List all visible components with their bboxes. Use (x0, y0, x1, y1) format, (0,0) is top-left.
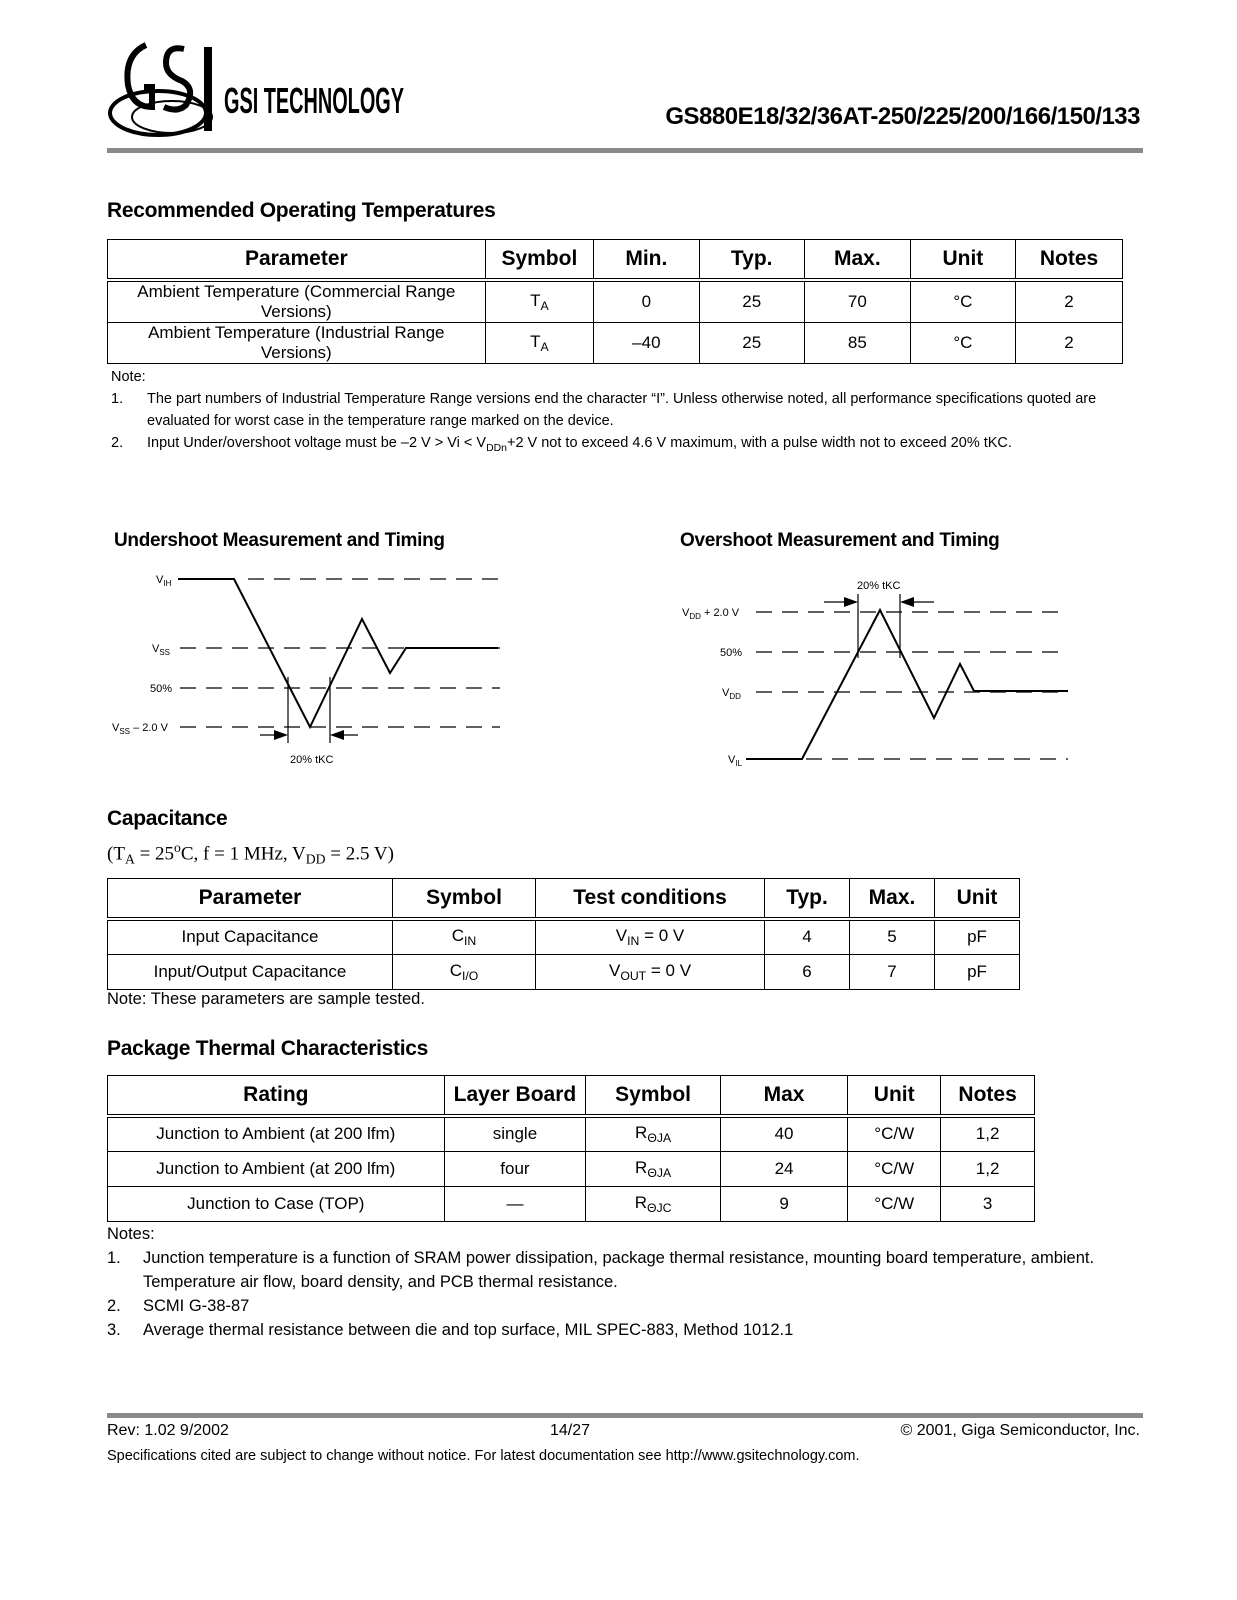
label-vss-minus-2v: $V_{SS} - 2.0$ V (112, 722, 168, 736)
temps-notes (111, 366, 1131, 460)
cell-unit: °C (910, 280, 1015, 323)
table-row (108, 280, 1123, 323)
cell-max: 85 (804, 323, 910, 364)
operating-temperatures-table (107, 239, 1123, 364)
cell-typ: 4 (765, 919, 850, 954)
table-header-row (108, 240, 1123, 281)
table-row (108, 323, 1123, 364)
cell-rating: Junction to Ambient (at 200 lfm) (108, 1151, 445, 1186)
cell-layer-board: — (444, 1186, 586, 1221)
label-fifty: 50% (150, 683, 173, 695)
cell-symbol: $C_{I/O}$ (393, 954, 536, 989)
thermal-table (107, 1075, 1035, 1222)
logo-text: GSI TECHNOLOGY (224, 80, 404, 121)
table-row (108, 954, 1020, 989)
col-header: Max. (850, 879, 935, 920)
cell-typ: 6 (765, 954, 850, 989)
cell-parameter: Ambient Temperature (Commercial Range Versions) (108, 280, 486, 323)
cell-symbol: $T_A$ (485, 323, 594, 364)
note-item: 3. Average thermal resistance between die and top surface, MIL SPEC-883, Method 1012.1 (107, 1321, 794, 1339)
cell-unit: °C/W (848, 1186, 941, 1221)
table-header-row (108, 879, 1020, 920)
col-header: Parameter (108, 879, 393, 920)
label-fifty: 50% (720, 647, 743, 659)
overshoot-title: Overshoot Measurement and Timing (680, 530, 1000, 551)
col-header: Layer Board (444, 1076, 586, 1117)
notes-label: Notes: (107, 1225, 155, 1243)
cell-max: 40 (720, 1116, 847, 1151)
cell-typ: 25 (699, 280, 804, 323)
table-row (108, 919, 1020, 954)
cell-parameter: Input Capacitance (108, 919, 393, 954)
cell-unit: pF (935, 919, 1020, 954)
col-header: Parameter (108, 240, 486, 281)
arrowhead-icon (900, 597, 914, 607)
capacitance-note: Note: These parameters are sample tested. (107, 990, 425, 1008)
cell-unit: °C (910, 323, 1015, 364)
label-vil: $V_{IL}$ (728, 754, 743, 768)
header-rule (107, 148, 1143, 153)
logo-graphic (106, 35, 416, 145)
cell-symbol: $R_{\Theta JA}$ (586, 1151, 721, 1186)
temps-title: Recommended Operating Temperatures (107, 199, 496, 222)
overshoot-diagram (676, 572, 1076, 778)
gsi-technology-logo (106, 35, 416, 145)
undershoot-waveform (178, 579, 498, 727)
cell-min: –40 (594, 323, 699, 364)
cell-min: 0 (594, 280, 699, 323)
label-vdd-plus-2v: $V_{DD} + 2.0$ V (682, 607, 740, 621)
col-header: Symbol (485, 240, 594, 281)
note-item: 1. The part numbers of Industrial Temperature Range versions end the character “I”. Unless otherwise noted, all performance specifications quoted are evaluated for worst case in the temperature range marked on the device. (111, 391, 1097, 429)
col-header: Typ. (765, 879, 850, 920)
undershoot-diagram (110, 565, 510, 775)
table-row (108, 1151, 1035, 1186)
col-header: Max (720, 1076, 847, 1117)
cell-parameter: Ambient Temperature (Industrial Range Versions) (108, 323, 486, 364)
col-header: Unit (935, 879, 1020, 920)
cell-test-conditions: $V_{OUT} = 0$ V (536, 954, 765, 989)
table-row (108, 1186, 1035, 1221)
note-item: 2. SCMI G-38-87 (107, 1297, 250, 1315)
col-header: Unit (910, 240, 1015, 281)
cell-max: 5 (850, 919, 935, 954)
cell-notes: 1,2 (941, 1151, 1035, 1186)
cell-notes: 2 (1016, 280, 1123, 323)
table-header-row (108, 1076, 1035, 1117)
cell-notes: 1,2 (941, 1116, 1035, 1151)
footer-revision: Rev: 1.02 9/2002 (107, 1422, 229, 1439)
cell-unit: °C/W (848, 1151, 941, 1186)
col-header: Rating (108, 1076, 445, 1117)
cell-layer-board: four (444, 1151, 586, 1186)
cell-rating: Junction to Ambient (at 200 lfm) (108, 1116, 445, 1151)
cell-symbol: $T_A$ (485, 280, 594, 323)
col-header: Unit (848, 1076, 941, 1117)
col-header: Max. (804, 240, 910, 281)
cell-max: 24 (720, 1151, 847, 1186)
arrowhead-icon (844, 597, 858, 607)
thermal-title: Package Thermal Characteristics (107, 1037, 429, 1060)
thermal-notes (107, 1222, 1143, 1342)
label-vdd: $V_{DD}$ (722, 687, 741, 701)
col-header: Symbol (586, 1076, 721, 1117)
cell-symbol: $R_{\Theta JA}$ (586, 1116, 721, 1151)
cell-max: 9 (720, 1186, 847, 1221)
cell-rating: Junction to Case (TOP) (108, 1186, 445, 1221)
cell-notes: 2 (1016, 323, 1123, 364)
cell-parameter: Input/Output Capacitance (108, 954, 393, 989)
label-vss: $V_{SS}$ (152, 643, 171, 657)
table-row (108, 1116, 1035, 1151)
col-header: Notes (941, 1076, 1035, 1117)
arrowhead-icon (274, 730, 288, 740)
cell-symbol: $R_{\Theta JC}$ (586, 1186, 721, 1221)
document-title: GS880E18/32/36AT-250/225/200/166/150/133 (665, 103, 1140, 130)
overshoot-waveform (746, 610, 1068, 759)
label-vih: $V_{IH}$ (156, 574, 172, 588)
cell-notes: 3 (941, 1186, 1035, 1221)
note-item: 1. Junction temperature is a function of SRAM power dissipation, package thermal resistance, mounting board temperature, ambient. Temperature air flow, board density, and PCB thermal resistance. (107, 1249, 1095, 1291)
footer-copyright: © 2001, Giga Semiconductor, Inc. (900, 1422, 1140, 1439)
cell-test-conditions: $V_{IN} = 0$ V (536, 919, 765, 954)
footer-page-number: 14/27 (550, 1422, 591, 1439)
col-header: Symbol (393, 879, 536, 920)
col-header: Notes (1016, 240, 1123, 281)
col-header: Test conditions (536, 879, 765, 920)
cell-max: 70 (804, 280, 910, 323)
arrowhead-icon (330, 730, 344, 740)
label-tkc: 20% tKC (857, 580, 901, 592)
col-header: Typ. (699, 240, 804, 281)
undershoot-title: Undershoot Measurement and Timing (114, 530, 445, 551)
footer-rule (107, 1413, 1143, 1418)
capacitance-conditions: ($T_A = 25^oC$, f = 1 MHz, $V_{DD} = 2.5$ V) (107, 840, 394, 867)
capacitance-table (107, 878, 1020, 990)
cell-symbol: $C_{IN}$ (393, 919, 536, 954)
label-tkc: 20% tKC (290, 754, 334, 766)
footer-disclaimer: Specifications cited are subject to change without notice. For latest documentation see http://www.gsitechnology.com. (107, 1448, 860, 1464)
notes-label: Note: (111, 369, 146, 385)
cell-max: 7 (850, 954, 935, 989)
note-item: 2. Input Under/overshoot voltage must be –2 $V > Vi < V_{DDn}+2$ V not to exceed 4.6 V maximum, with a pulse width not to exceed 20% tKC. (111, 435, 1012, 454)
cell-typ: 25 (699, 323, 804, 364)
capacitance-title: Capacitance (107, 807, 228, 830)
cell-layer-board: single (444, 1116, 586, 1151)
cell-unit: °C/W (848, 1116, 941, 1151)
col-header: Min. (594, 240, 699, 281)
cell-unit: pF (935, 954, 1020, 989)
